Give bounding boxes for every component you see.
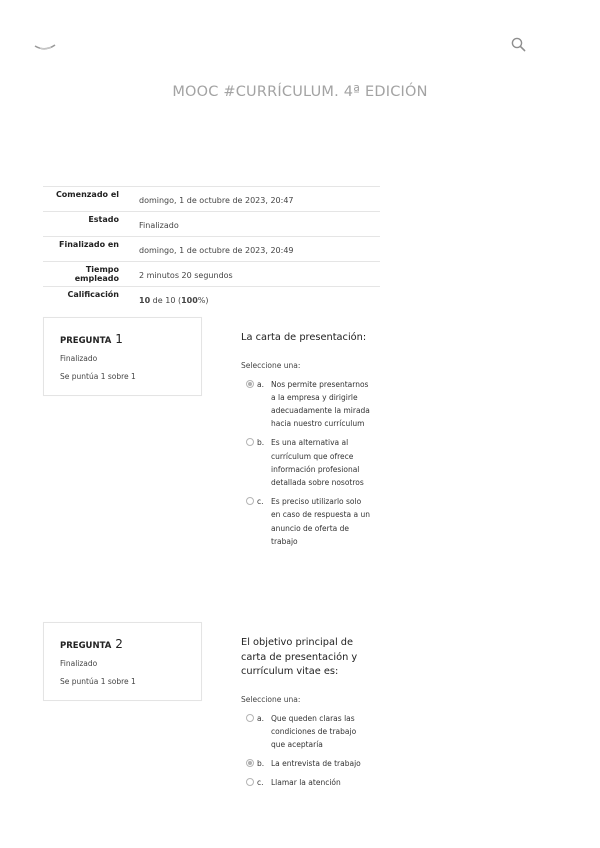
answer-options	[241, 378, 371, 548]
radio-button[interactable]	[246, 497, 254, 505]
question-label: PREGUNTA	[60, 641, 112, 651]
option-text: Llamar la atención	[271, 778, 341, 788]
answer-options	[241, 712, 371, 790]
option-text: Que queden claras las condiciones de trabajo que aceptaría	[271, 713, 357, 749]
summary-row-started	[43, 187, 380, 212]
grade-end: %)	[197, 296, 209, 305]
radio-button[interactable]	[246, 438, 254, 446]
summary-value	[124, 287, 380, 312]
radio-button-selected[interactable]	[246, 380, 254, 388]
attempt-summary-table	[43, 186, 380, 311]
question-heading	[60, 332, 123, 346]
select-one-label: Seleccione una:	[241, 360, 301, 370]
question-1-info-card	[43, 317, 202, 396]
summary-row-grade	[43, 287, 380, 312]
question-label: PREGUNTA	[60, 336, 112, 346]
summary-value: domingo, 1 de octubre de 2023, 20:49	[139, 246, 294, 255]
option-letter: c.	[257, 778, 264, 788]
question-number: 1	[115, 332, 123, 346]
summary-label: Comenzado el	[55, 190, 119, 199]
summary-value: domingo, 1 de octubre de 2023, 20:47	[139, 196, 294, 205]
course-title: MOOC #CURRÍCULUM. 4ª EDICIÓN	[172, 84, 428, 100]
question-grade: Se puntúa 1 sobre 1	[60, 677, 136, 686]
summary-value: 2 minutos 20 segundos	[139, 271, 233, 280]
option-letter: a.	[257, 379, 264, 389]
question-text: El objetivo principal de carta de presentación y currículum vitae es:	[241, 637, 358, 677]
option-text: Es una alternativa al currículum que ofrece información profesional detallada sobre nosotros	[271, 438, 364, 487]
question-2-content	[241, 636, 371, 796]
question-number: 2	[115, 637, 123, 651]
question-heading	[60, 637, 123, 651]
grade-percent: 100	[181, 296, 198, 305]
search-icon[interactable]	[511, 37, 526, 52]
summary-label: Estado	[88, 215, 119, 224]
question-2-info-card	[43, 622, 202, 701]
logo-icon[interactable]	[34, 40, 56, 52]
answer-option-a[interactable]	[241, 378, 371, 431]
option-letter: b.	[257, 438, 265, 448]
select-one-label: Seleccione una:	[241, 694, 301, 704]
option-letter: c.	[257, 497, 264, 507]
radio-button[interactable]	[246, 714, 254, 722]
question-state: Finalizado	[60, 659, 98, 668]
grade-mid: de 10 (	[150, 296, 182, 305]
summary-row-finished	[43, 237, 380, 262]
question-grade: Se puntúa 1 sobre 1	[60, 372, 136, 381]
summary-label: Finalizado en	[59, 240, 119, 249]
grade-score: 10	[139, 296, 151, 305]
summary-label: Tiempo empleado	[74, 265, 119, 283]
answer-option-a[interactable]	[241, 712, 371, 752]
option-letter: a.	[257, 713, 264, 723]
option-text: Es preciso utilizarlo solo en caso de respuesta a un anuncio de oferta de trabajo	[271, 497, 370, 546]
question-1-content	[241, 331, 371, 554]
option-letter: b.	[257, 759, 265, 769]
radio-button[interactable]	[246, 778, 254, 786]
summary-row-time	[43, 262, 380, 287]
question-state: Finalizado	[60, 354, 98, 363]
radio-button-selected[interactable]	[246, 759, 254, 767]
answer-option-c[interactable]	[241, 776, 371, 789]
option-text: Nos permite presentarnos a la empresa y dirigirle adecuadamente la mirada hacia nuestro currículum	[271, 379, 370, 429]
answer-option-c[interactable]	[241, 495, 371, 548]
answer-option-b[interactable]	[241, 757, 371, 770]
summary-value: Finalizado	[139, 221, 179, 230]
answer-option-b[interactable]	[241, 436, 371, 489]
summary-label: Calificación	[67, 290, 119, 299]
question-text: La carta de presentación:	[241, 332, 367, 343]
summary-row-state	[43, 212, 380, 237]
option-text: La entrevista de trabajo	[271, 759, 361, 769]
